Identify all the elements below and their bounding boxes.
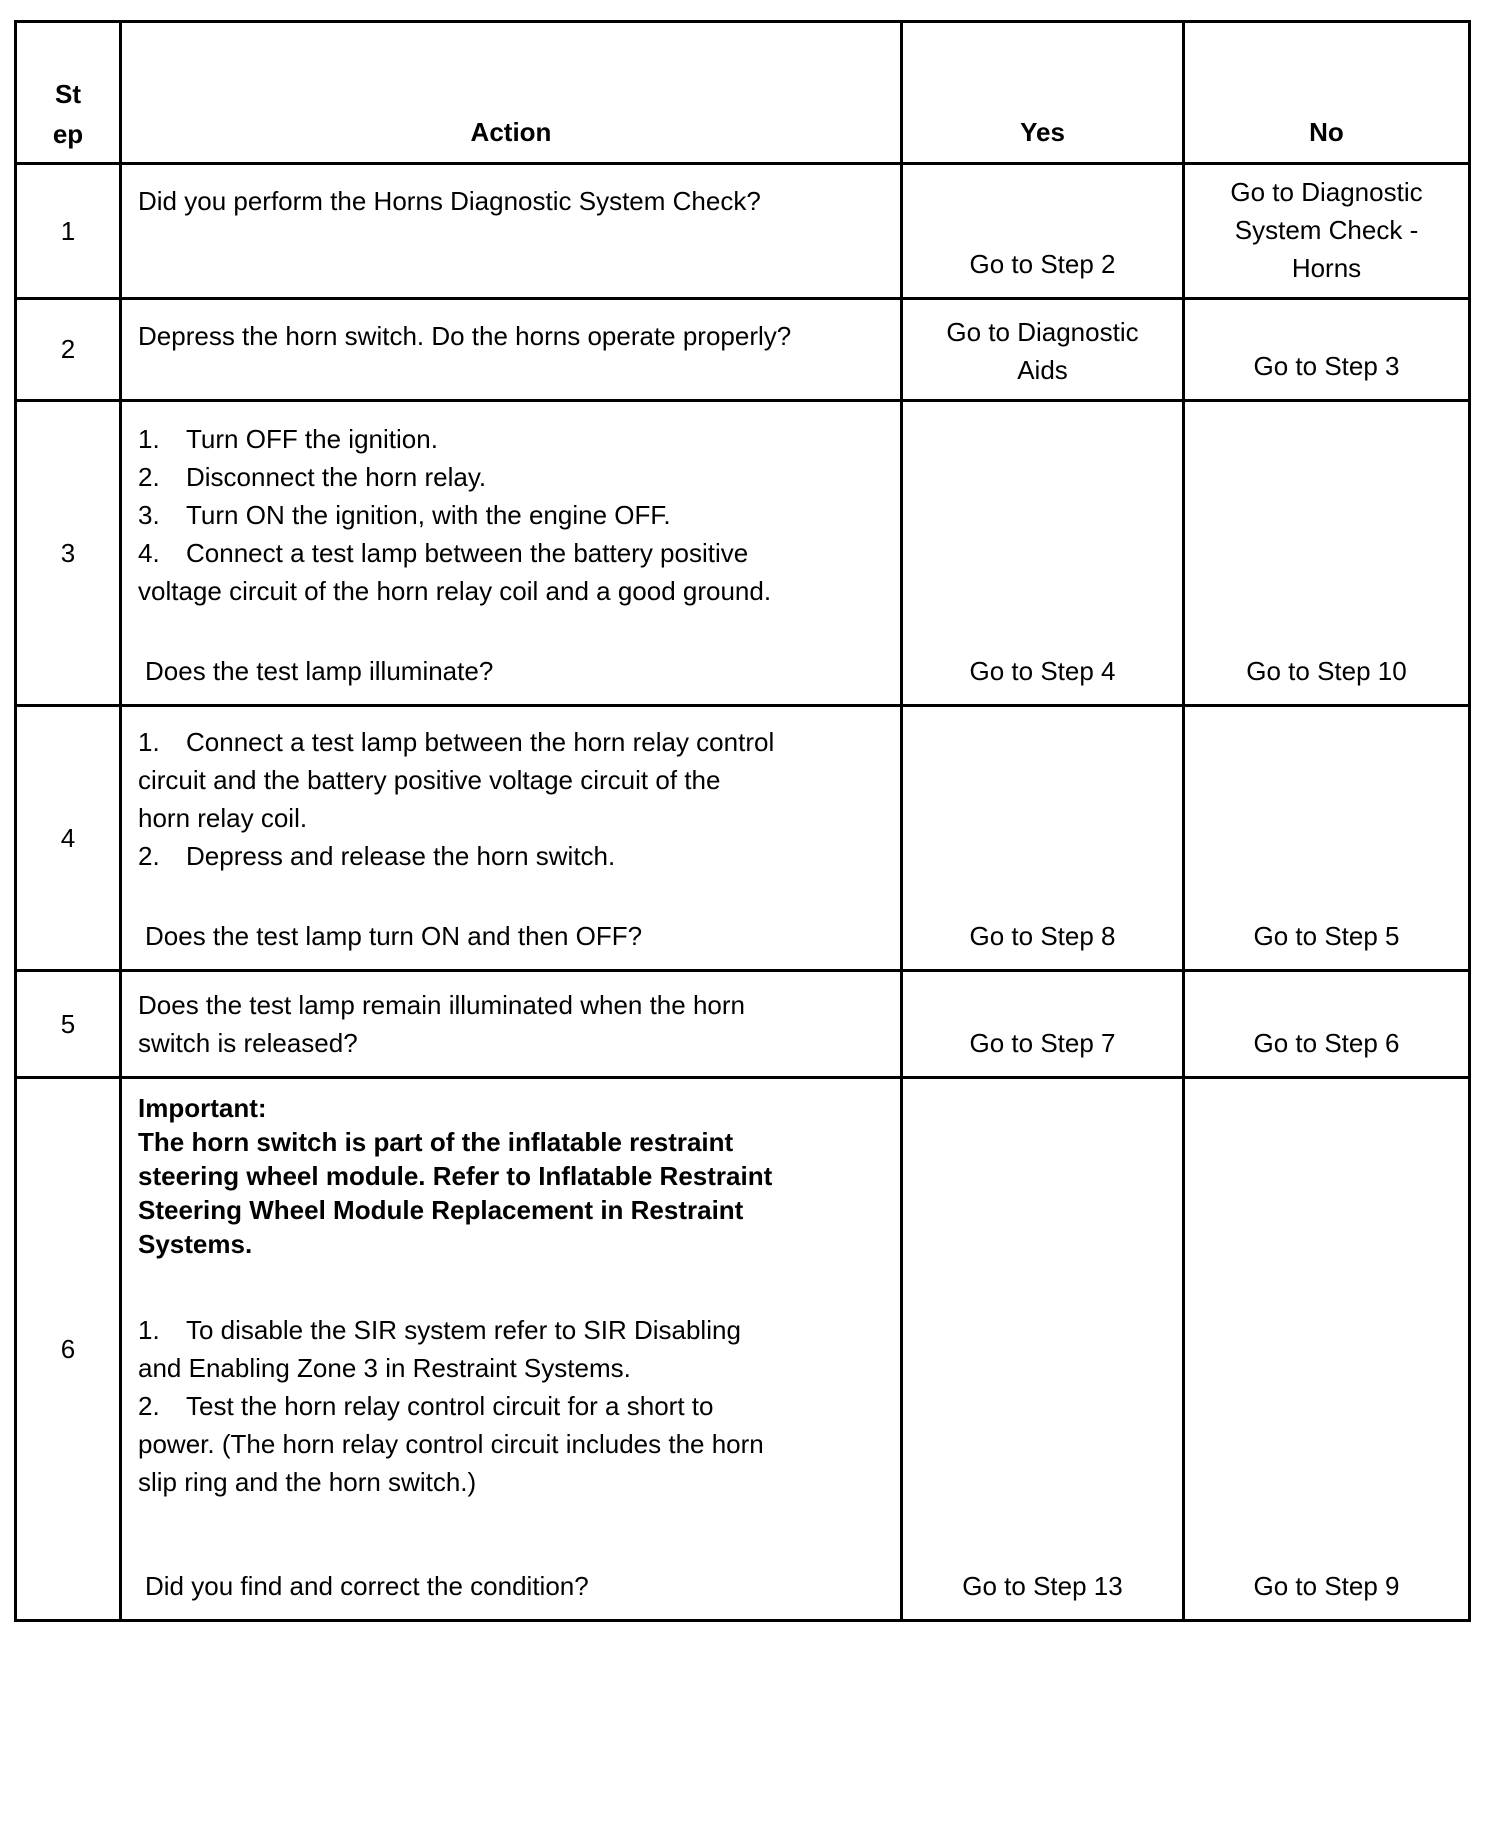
spacer: [138, 610, 884, 652]
header-row: [16, 22, 1470, 164]
step-number: 5: [16, 971, 121, 1078]
question-text: Did you find and correct the condition?: [145, 1571, 589, 1601]
list-item: [138, 420, 884, 458]
no-cell: [1184, 706, 1470, 971]
spacer: [138, 875, 884, 917]
item-text: Test the horn relay control circuit for a short to: [186, 1391, 714, 1421]
list-item-continuation: horn relay coil.: [138, 803, 308, 833]
yes-text: Go to Step 13: [962, 1571, 1123, 1601]
yes-text-line: Aids: [1017, 355, 1068, 385]
no-cell: [1184, 401, 1470, 706]
no-text-line: System Check -: [1234, 215, 1419, 245]
list-item: [138, 837, 884, 875]
action-cell: [121, 971, 902, 1078]
yes-text: Go to Step 8: [969, 921, 1116, 951]
table-row: [16, 971, 1470, 1078]
item-text: Turn OFF the ignition.: [186, 424, 438, 454]
yes-cell: [902, 1078, 1184, 1621]
important-note-line: Systems.: [138, 1229, 253, 1259]
item-number: 3.: [138, 500, 160, 530]
step-number: 3: [16, 401, 121, 706]
header-action: Action: [121, 22, 902, 164]
item-text: To disable the SIR system refer to SIR Disabling: [186, 1315, 741, 1345]
step-number: 4: [16, 706, 121, 971]
item-text: Connect a test lamp between the battery positive: [186, 538, 749, 568]
step-number: 6: [16, 1078, 121, 1621]
yes-cell: [902, 971, 1184, 1078]
no-text: Go to Step 10: [1246, 656, 1407, 686]
yes-text: Go to Step 4: [969, 656, 1116, 686]
list-item: [138, 496, 884, 534]
list-item-continuation: and Enabling Zone 3 in Restraint Systems.: [138, 1353, 631, 1383]
item-number: 2.: [138, 841, 160, 871]
yes-cell: [902, 706, 1184, 971]
action-text-line: switch is released?: [138, 1028, 358, 1058]
header-no: No: [1184, 22, 1470, 164]
important-note-line: The horn switch is part of the inflatable restraint: [138, 1127, 734, 1157]
item-text: Depress and release the horn switch.: [186, 841, 616, 871]
action-text-line: Does the test lamp remain illuminated when the horn: [138, 990, 745, 1020]
table-row: [16, 164, 1470, 299]
no-cell: [1184, 299, 1470, 401]
no-cell: [1184, 164, 1470, 299]
item-number: 1.: [138, 727, 160, 757]
important-note-line: Steering Wheel Module Replacement in Restraint: [138, 1195, 744, 1225]
yes-text-line: Go to Diagnostic: [946, 317, 1139, 347]
yes-text: Go to Step 2: [969, 249, 1116, 279]
no-cell: [1184, 971, 1470, 1078]
action-text: Depress the horn switch. Do the horns operate properly?: [138, 321, 792, 351]
header-step: [16, 22, 121, 164]
yes-cell: [902, 299, 1184, 401]
list-item: [138, 1387, 884, 1425]
item-number: 1.: [138, 1315, 160, 1345]
list-item: [138, 534, 884, 572]
step-number: 1: [16, 164, 121, 299]
header-yes: Yes: [902, 22, 1184, 164]
action-cell: [121, 706, 902, 971]
item-text: Connect a test lamp between the horn relay control: [186, 727, 775, 757]
yes-cell: [902, 401, 1184, 706]
item-text: Turn ON the ignition, with the engine OFF.: [186, 500, 671, 530]
action-cell: [121, 299, 902, 401]
table-row: [16, 706, 1470, 971]
action-cell: [121, 164, 902, 299]
list-item-continuation: voltage circuit of the horn relay coil and a good ground.: [138, 576, 772, 606]
list-item: [138, 458, 884, 496]
question-text: Does the test lamp illuminate?: [145, 656, 494, 686]
item-number: 2.: [138, 1391, 160, 1421]
list-item: [138, 723, 884, 761]
action-cell: [121, 401, 902, 706]
item-text: Disconnect the horn relay.: [186, 462, 487, 492]
step-number: 2: [16, 299, 121, 401]
yes-cell: [902, 164, 1184, 299]
list-item-continuation: power. (The horn relay control circuit includes the horn: [138, 1429, 764, 1459]
diagnostic-table: [14, 20, 1471, 1622]
no-text: Go to Step 9: [1253, 1571, 1400, 1601]
no-cell: [1184, 1078, 1470, 1621]
list-item: [138, 1311, 884, 1349]
action-cell: [121, 1078, 902, 1621]
list-item-continuation: circuit and the battery positive voltage circuit of the: [138, 765, 721, 795]
item-number: 1.: [138, 424, 160, 454]
spacer: [138, 1501, 884, 1567]
important-heading: Important:: [138, 1093, 267, 1123]
important-note-line: steering wheel module. Refer to Inflatable Restraint: [138, 1161, 773, 1191]
no-text-line: Go to Diagnostic: [1230, 177, 1423, 207]
item-number: 2.: [138, 462, 160, 492]
header-step-line-2: ep: [52, 119, 84, 149]
no-text: Go to Step 6: [1253, 1028, 1400, 1058]
yes-text: Go to Step 7: [969, 1028, 1116, 1058]
no-text: Go to Step 3: [1253, 351, 1400, 381]
header-step-line-1: St: [55, 79, 81, 109]
question-text: Does the test lamp turn ON and then OFF?: [145, 921, 643, 951]
item-number: 4.: [138, 538, 160, 568]
no-text-line: Horns: [1291, 253, 1362, 283]
no-text: Go to Step 5: [1253, 921, 1400, 951]
list-item-continuation: slip ring and the horn switch.): [138, 1467, 477, 1497]
table-row: [16, 299, 1470, 401]
table-row: [16, 401, 1470, 706]
spacer: [138, 1261, 884, 1311]
action-text: Did you perform the Horns Diagnostic System Check?: [138, 186, 761, 216]
table-row: [16, 1078, 1470, 1621]
